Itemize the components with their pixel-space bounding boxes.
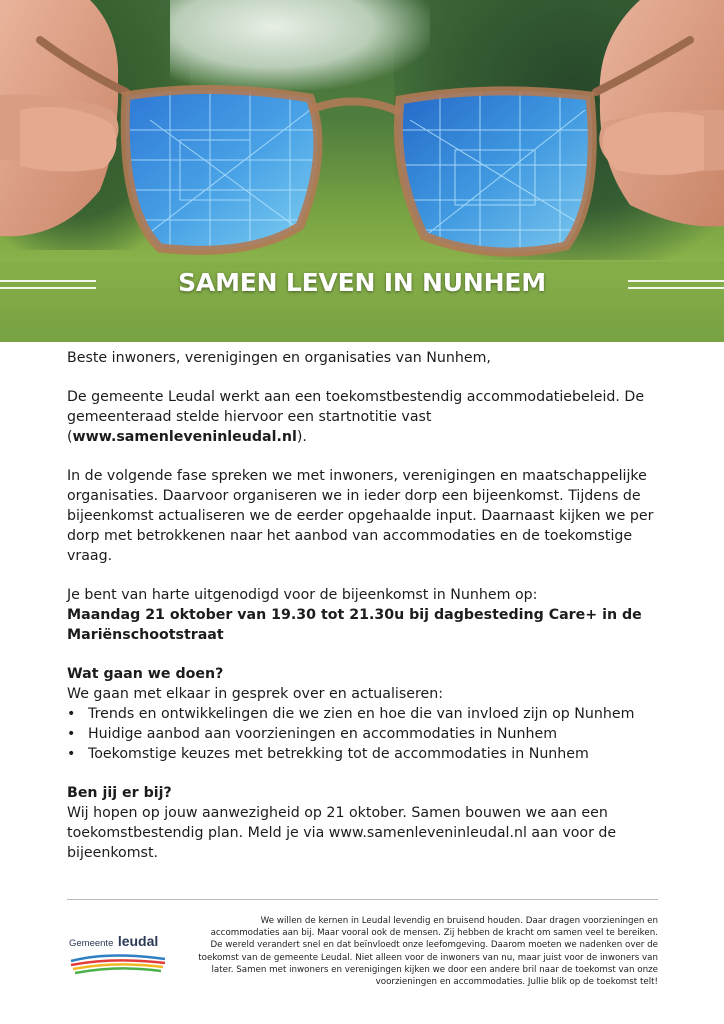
intro-text: De gemeente Leudal werkt aan een toekomstbestendig accommodatiebeleid. De gemeenteraad stelde hiervoor een startnotitie vast ( xyxy=(67,389,645,445)
footer-statement: We willen de kernen in Leudal levendig en bruisend houden. Daar dragen voorzieningen en accommodaties aan bij. Maar vooral ook de mensen. Zij hebben de kracht om samen veel te bereiken. De wereld verandert snel en dat beïnvloedt onze leefomgeving. Daarom moeten we nadenken over de toekomst van de gemeente Leudal. Niet alleen voor de inwoners van nu, maar juist voor de inwoners van later. Samen met inwoners en verenigingen kijken we door een andere bril naar de toekomst van onze voorzieningen en accommodaties. Jullie blik op de toekomst telt! xyxy=(198,916,658,988)
intro-paragraph xyxy=(67,387,667,447)
logo-name: leudal xyxy=(117,933,159,949)
intro-text-end: ). xyxy=(296,429,307,445)
list-item xyxy=(67,744,667,764)
bullet-icon: • xyxy=(67,746,76,762)
gemeente-leudal-logo xyxy=(69,933,169,975)
list-item xyxy=(67,704,667,724)
topics-list xyxy=(67,704,667,764)
section-heading-what: Wat gaan we doen? xyxy=(67,666,224,682)
phase-paragraph: In de volgende fase spreken we met inwoners, verenigingen en maatschappelijke organisaties. Daarvoor organiseren we in ieder dorp een bijeenkomst. Tijdens de bijeenkomst actualiseren we de eerder opgehaalde input. Daarnaast kijken we per dorp met betrokkenen naar het aanbod van accommodaties en de toekomstige vraag. xyxy=(67,468,654,564)
list-item xyxy=(67,724,667,744)
footer-divider xyxy=(67,899,658,900)
left-lens xyxy=(125,89,318,250)
section-text-join: Wij hopen op jouw aanwezigheid op 21 oktober. Samen bouwen we aan een toekomstbestendig plan. Meld je via www.samenleveninleudal.nl aan voor de bijeenkomst. xyxy=(67,805,617,861)
website-link[interactable]: www.samenleveninleudal.nl xyxy=(72,429,297,445)
section-intro-what: We gaan met elkaar in gesprek over en actualiseren: xyxy=(67,686,444,702)
hero-title: SAMEN LEVEN IN NUNHEM xyxy=(178,268,546,297)
meeting-date: Maandag 21 oktober van 19.30 tot 21.30u bij dagbesteding Care+ in de Mariënschootstraat xyxy=(67,607,642,643)
right-lens xyxy=(398,91,592,252)
section-heading-join: Ben jij er bij? xyxy=(67,785,172,801)
logo-prefix: Gemeente xyxy=(69,938,114,949)
list-item-text: Huidige aanbod aan voorzieningen en accommodaties in Nunhem xyxy=(88,726,558,742)
list-item-text: Trends en ontwikkelingen die we zien en hoe die van invloed zijn op Nunhem xyxy=(88,706,635,722)
letter-body xyxy=(67,348,667,863)
logo-swoosh-icon xyxy=(69,951,169,975)
list-item-text: Toekomstige keuzes met betrekking tot de accommodaties in Nunhem xyxy=(88,746,589,762)
greeting: Beste inwoners, verenigingen en organisaties van Nunhem, xyxy=(67,350,491,366)
invitation-line: Je bent van harte uitgenodigd voor de bijeenkomst in Nunhem op: xyxy=(67,587,538,603)
bullet-icon: • xyxy=(67,706,76,722)
invitation xyxy=(67,585,667,645)
hero-image xyxy=(0,0,724,342)
bullet-icon: • xyxy=(67,726,76,742)
